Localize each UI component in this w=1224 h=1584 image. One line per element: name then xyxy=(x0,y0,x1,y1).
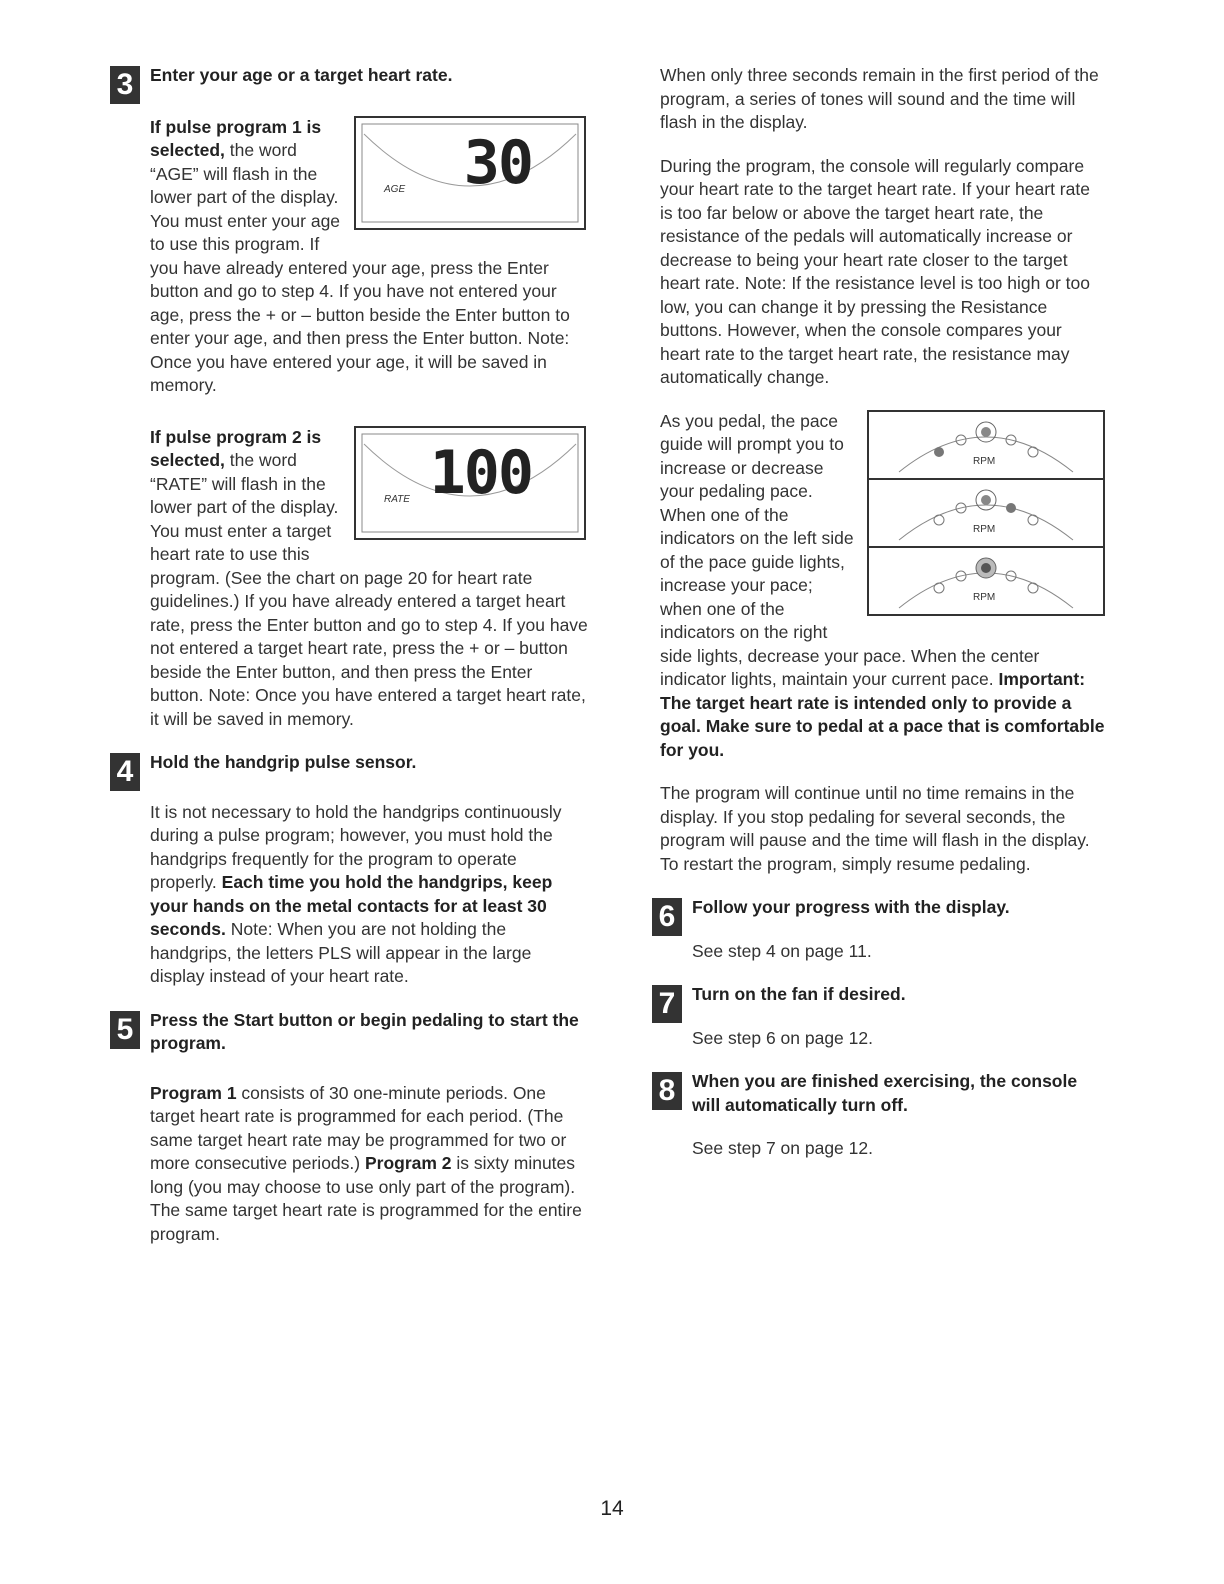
step-6-text: See step 4 on page 11. xyxy=(692,940,872,961)
rpm-label: RPM xyxy=(973,455,996,467)
step-3-paragraph-1: If pulse program 1 is selected, the word “AGE” will flash in the lower part of the display. You must enter your age to use this program. If you have already entered your age, press the Enter button and go to step 4. If you have not entered your age, press the + or – button beside the Enter button to enter your age, and then press the Enter button. Note: Once you have entered your age, it will be saved in memory. xyxy=(150,116,570,395)
step-4-badge: 4 xyxy=(110,753,140,791)
step-3-badge: 3 xyxy=(110,66,140,104)
step-8-title: When you are finished exercising, the console will automatically turn off. xyxy=(692,1071,1078,1115)
rpm-label: RPM xyxy=(973,523,996,535)
left-column xyxy=(118,64,588,1246)
step-8-text: See step 7 on page 12. xyxy=(692,1138,873,1158)
tones-paragraph: When only three seconds remain in the first period of the program, a series of tones will sound and the time will flash in the display. xyxy=(660,65,1099,132)
step-6 xyxy=(660,896,1105,963)
step-4-title: Hold the handgrip pulse sensor. xyxy=(150,752,417,772)
rate-value: 100 xyxy=(429,437,532,508)
age-value: 30 xyxy=(463,127,532,198)
step-4-paragraph: It is not necessary to hold the handgrips continuously during a pulse program; however, you must hold the handgrips frequently for the program to operate properly. Each time you hold the handgrips, keep your hands on the metal contacts for at least 30 seconds. Note: When you are not holding the handgrips, the letters PLS will appear in the large display instead of your heart rate. xyxy=(150,801,562,986)
step-4 xyxy=(118,751,588,989)
page-number: 14 xyxy=(600,1497,624,1520)
pace-guide-panel-slow xyxy=(869,412,1103,480)
step-7-text: See step 6 on page 12. xyxy=(692,1027,873,1048)
step-3-title: Enter your age or a target heart rate. xyxy=(150,65,453,85)
step-8 xyxy=(660,1070,1105,1161)
age-label: AGE xyxy=(384,183,406,195)
rpm-label: RPM xyxy=(973,591,996,603)
step-6-title: Follow your progress with the display. xyxy=(692,897,1010,917)
pace-guide-panel-fast xyxy=(869,480,1103,548)
pace-paragraph: As you pedal, the pace guide will prompt you to increase or decrease your pedaling pace. When one of the indicators on the left side of the pace guide lights, increase your pace; when one of the indicators on the right side lights, decrease your pace. When the center indicator lights, maintain your current pace. Important: The target heart rate is intended only to provide a goal. Make sure to pedal at a pace that is comfortable for you. xyxy=(660,410,1105,760)
step-6-badge: 6 xyxy=(652,898,682,936)
step-3 xyxy=(118,64,588,731)
step-7 xyxy=(660,983,1105,1050)
step-5 xyxy=(118,1009,588,1247)
step-5-title: Press the Start button or begin pedaling to start the program. xyxy=(150,1009,579,1053)
age-display-figure xyxy=(354,116,586,230)
step-5-badge: 5 xyxy=(110,1011,140,1049)
rate-display-figure xyxy=(354,426,586,540)
step-7-title: Turn on the fan if desired. xyxy=(692,984,906,1004)
pace-guide-figure xyxy=(867,410,1105,616)
pause-paragraph: The program will continue until no time remains in the display. If you stop pedaling for several seconds, the program will pause and the time will flash in the display. To restart the program, simply resume pedaling. xyxy=(660,783,1090,874)
step-5-paragraph: Program 1 consists of 30 one-minute periods. One target heart rate is programmed for each period. (The same target heart rate may be programmed for two or more consecutive periods.) Program 2 is sixty minutes long (you may choose to use only part of the program). The same target heart rate is programmed for the entire program. xyxy=(150,1082,582,1244)
step-8-badge: 8 xyxy=(652,1072,682,1110)
step-7-badge: 7 xyxy=(652,985,682,1023)
rate-label: RATE xyxy=(384,493,410,505)
pace-guide-panel-center xyxy=(869,548,1103,614)
step-3-paragraph-2: If pulse program 2 is selected, the word “RATE” will flash in the lower part of the display. You must enter a target heart rate to use this program. (See the chart on page 20 for heart rate guidelines.) If you have already entered a target heart rate, press the Enter button and go to step 4. If you have not entered a target heart rate, press the + or – button beside the Enter button, and then press the Enter button. Note: Once you have entered a target heart rate, it will be saved in memory. xyxy=(150,426,588,729)
right-column xyxy=(660,64,1105,1161)
resistance-paragraph: During the program, the console will regularly compare your heart rate to the target heart rate. If your heart rate is too far below or above the target heart rate, the resistance of the pedals will automatically increase or decrease to being your heart rate closer to the target heart rate. Note: If the resistance level is too high or too low, you can change it by pressing the Resistance buttons. However, when the console compares your heart rate to the target heart rate, the resistance may automatically change. xyxy=(660,155,1090,387)
